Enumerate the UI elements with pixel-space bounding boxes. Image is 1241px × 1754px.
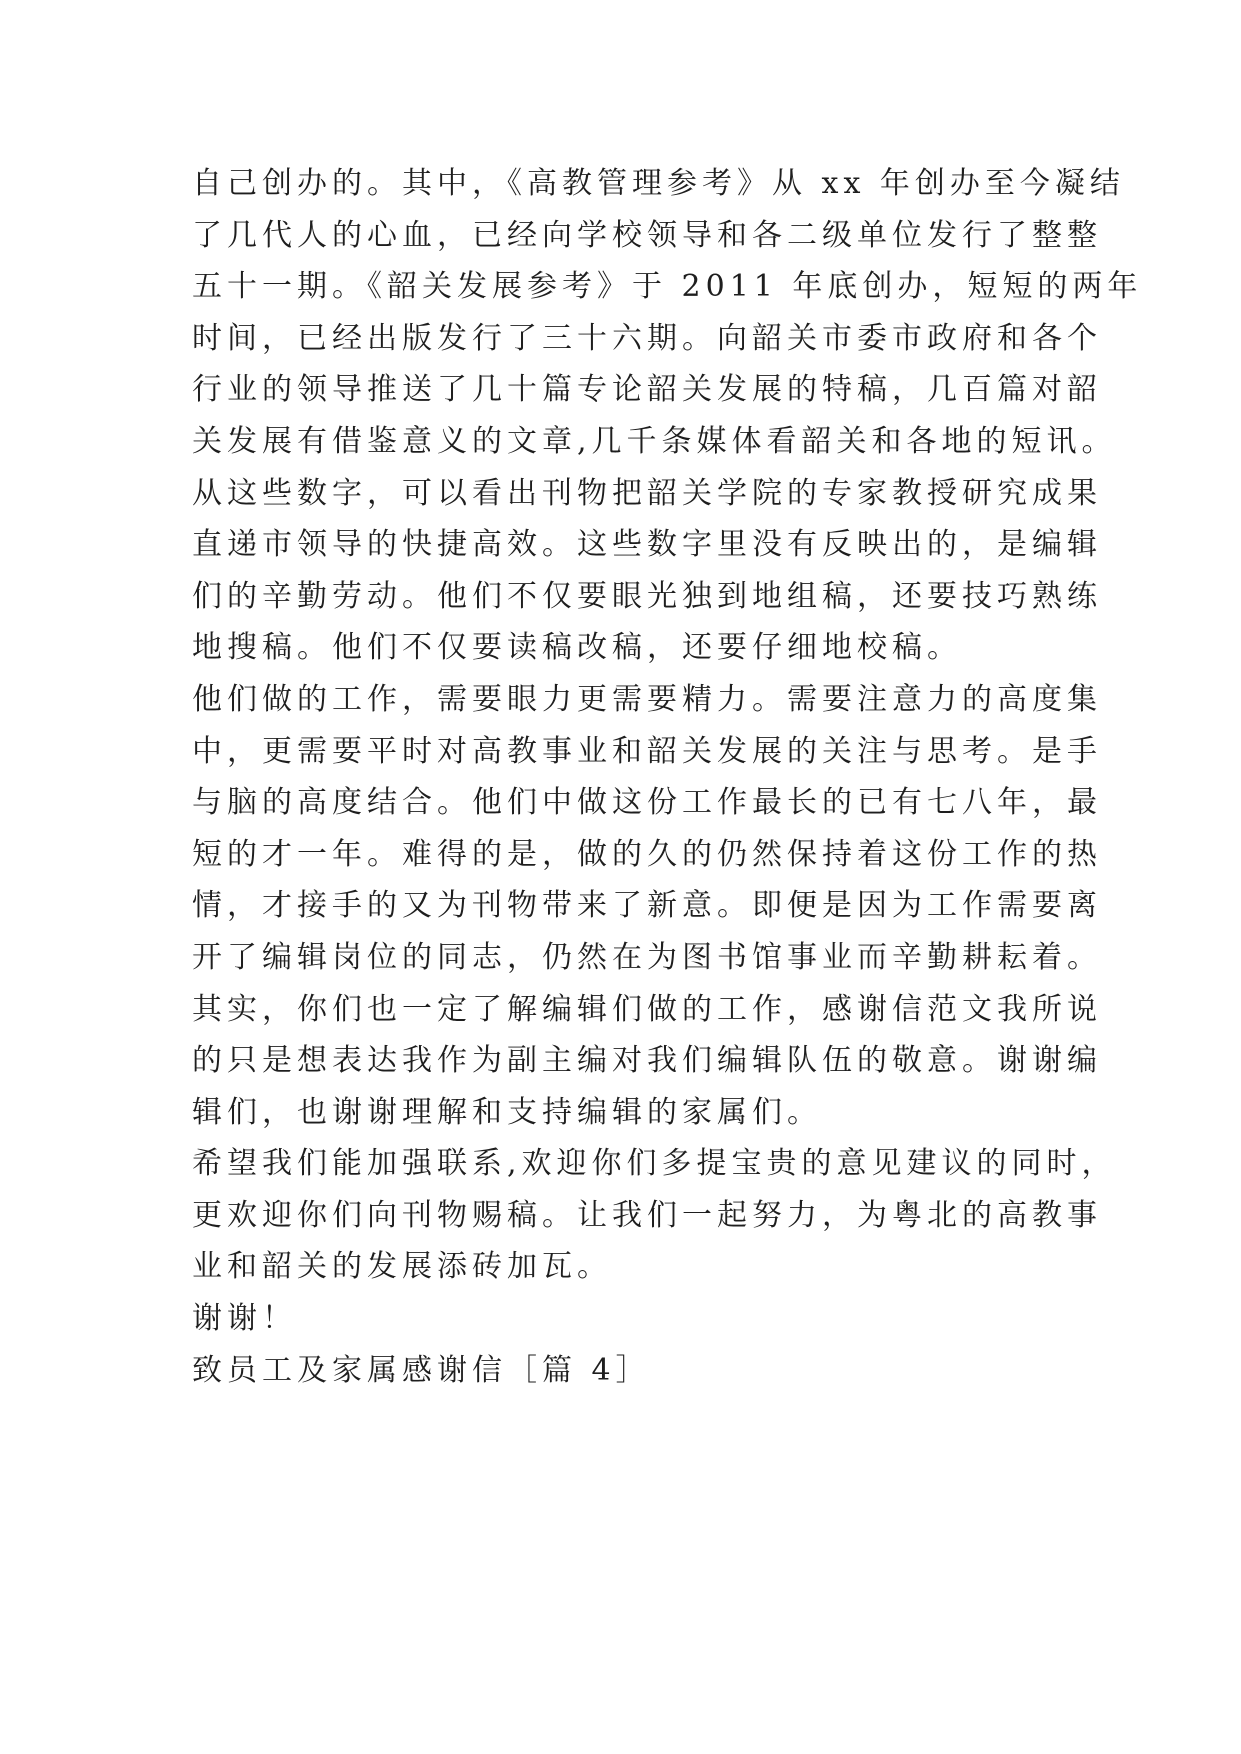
text-line: 开了编辑岗位的同志，仍然在为图书馆事业而辛勤耕耘着。: [192, 939, 1102, 975]
body-text: [192, 158, 1143, 1396]
text-line: 五十一期。《韶关发展参考》于 2011 年底创办，短短的两年: [192, 269, 1143, 305]
text-line: 其实，你们也一定了解编辑们做的工作，感谢信范文我所说: [192, 991, 1102, 1027]
text-line: 情，才接手的又为刊物带来了新意。即便是因为工作需要离: [192, 888, 1102, 924]
text-line: 短的才一年。难得的是，做的久的仍然保持着这份工作的热: [192, 836, 1102, 872]
text-line: 更欢迎你们向刊物赐稿。让我们一起努力，为粤北的高教事: [192, 1197, 1102, 1233]
text-line: 从这些数字，可以看出刊物把韶关学院的专家教授研究成果: [192, 475, 1102, 511]
text-line: 谢谢！: [192, 1301, 297, 1337]
text-line: 与脑的高度结合。他们中做这份工作最长的已有七八年，最: [192, 785, 1102, 821]
text-line: 希望我们能加强联系,欢迎你们多提宝贵的意见建议的同时，: [192, 1146, 1117, 1182]
text-line: 自己创办的。其中，《高教管理参考》从 xx 年创办至今凝结: [192, 166, 1125, 201]
section-heading: 致员工及家属感谢信［篇 4］: [192, 1352, 651, 1388]
text-line: 们的辛勤劳动。他们不仅要眼光独到地组稿，还要技巧熟练: [192, 578, 1102, 614]
text-line: 中，更需要平时对高教事业和韶关发展的关注与思考。是手: [192, 733, 1102, 769]
text-line: 了几代人的心血，已经向学校领导和各二级单位发行了整整: [192, 217, 1102, 253]
text-line: 的只是想表达我作为副主编对我们编辑队伍的敬意。谢谢编: [192, 1043, 1102, 1079]
text-line: 行业的领导推送了几十篇专论韶关发展的特稿，几百篇对韶: [192, 372, 1102, 408]
text-line: 辑们，也谢谢理解和支持编辑的家属们。: [192, 1094, 822, 1130]
text-line: 关发展有借鉴意义的文章,几千条媒体看韶关和各地的短讯。: [192, 423, 1117, 459]
text-line: 直递市领导的快捷高效。这些数字里没有反映出的，是编辑: [192, 527, 1102, 563]
text-line: 业和韶关的发展添砖加瓦。: [192, 1249, 612, 1285]
text-line: 地搜稿。他们不仅要读稿改稿，还要仔细地校稿。: [192, 630, 962, 666]
text-line: 他们做的工作，需要眼力更需要精力。需要注意力的高度集: [192, 681, 1102, 717]
text-line: 时间，已经出版发行了三十六期。向韶关市委市政府和各个: [192, 320, 1102, 356]
